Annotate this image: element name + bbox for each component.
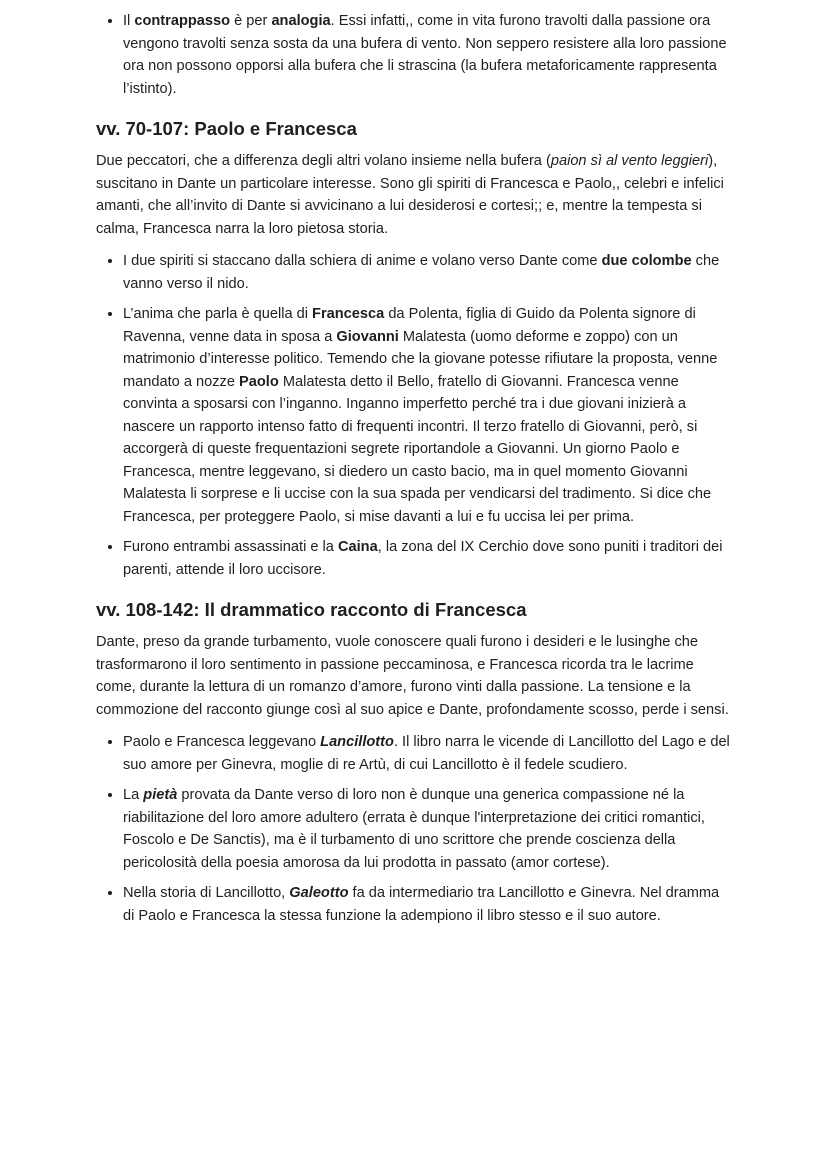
bold-term-giovanni: Giovanni xyxy=(336,328,399,345)
bullet-pieta xyxy=(123,784,732,874)
bold-italic-term-lancillotto: Lancillotto xyxy=(320,734,394,750)
bullet-list-contrappasso xyxy=(96,10,732,100)
text-segment: L’anima che parla è quella di xyxy=(123,306,313,322)
bullet-list-racconto-francesca xyxy=(96,731,732,927)
text-segment: Il xyxy=(123,13,135,29)
text-segment: che vanno verso il nido. xyxy=(123,253,720,292)
text-segment: Due peccatori, che a differenza degli altri volano insieme nella bufera ( xyxy=(96,153,551,169)
bold-term-due-colombe: due colombe xyxy=(601,253,692,269)
bullet-lancillotto xyxy=(123,731,732,776)
text-segment: fa da intermediario tra Lancillotto e Ginevra. Nel dramma di Paolo e Francesca la stessa funzione la adempiono il libro stesso e il suo autore. xyxy=(123,885,720,924)
section-heading-paolo-francesca: vv. 70-107: Paolo e Francesca xyxy=(96,118,357,139)
bullet-caina xyxy=(123,536,732,581)
text-segment: Paolo e Francesca leggevano xyxy=(123,734,321,750)
bullet-list-paolo-francesca xyxy=(96,250,732,581)
text-segment: Malatesta (uomo deforme e zoppo) con un matrimonio d’interesse politico. Temendo che la giovane potesse rifiutare la proposta, venne mandato a nozze xyxy=(123,328,718,390)
text-segment: Nella storia di Lancillotto, xyxy=(123,885,290,901)
text-segment: , la zona del IX Cerchio dove sono puniti i traditori dei parenti, attende il loro uccisore. xyxy=(123,539,723,578)
section-heading-racconto-francesca: vv. 108-142: Il drammatico racconto di Francesca xyxy=(96,599,527,620)
text-segment: La xyxy=(123,787,144,803)
bullet-contrappasso xyxy=(123,10,732,100)
bold-term-analogia: analogia xyxy=(271,13,331,29)
bullet-due-colombe xyxy=(123,250,732,295)
text-segment: . Essi infatti,, come in vita furono travolti dalla passione ora vengono travolti senza sosta da una bufera di vento. Non seppero resistere alla loro passione ora non possono opporsi alla bufera che li strascina (la bufera metaforicamente rappresenta l’istinto). xyxy=(123,13,727,97)
text-segment: . Il libro narra le vicende di Lancillotto del Lago e del suo amore per Ginevra, moglie di re Artù, di cui Lancillotto è il fedele scudiero. xyxy=(123,734,730,773)
bold-term-paolo: Paolo xyxy=(239,373,279,390)
text-segment: è per xyxy=(230,13,272,29)
text-segment: da Polenta, figlia di Guido da Polenta signore di Ravenna, venne data in sposa a xyxy=(123,306,696,345)
bold-term-caina: Caina xyxy=(337,539,378,555)
section-intro-racconto-francesca: Dante, preso da grande turbamento, vuole conoscere quali furono i desideri e le lusinghe che trasformarono il loro sentimento in passione peccaminosa, e Francesca ricorda tra le lacrime come, durante la lettura di un romanzo d’amore, furono vinti dalla passione. La tensione e la commozione del racconto giunge così al suo apice e Dante, profondamente scosso, perde i sensi. xyxy=(96,634,729,718)
text-segment: provata da Dante verso di loro non è dunque una generica compassione né la riabilitazione del loro amore adultero (errata è dunque l'interpretazione dei critici romantici, Foscolo e De Sanctis), ma è il turbamento di uno scrittore che prende coscienza della pericolosità della poesia amorosa da lui prodotta in passato (amor cortese). xyxy=(123,787,705,871)
bold-term-contrappasso: contrappasso xyxy=(134,13,231,29)
text-segment: ), suscitano in Dante un particolare interesse. Sono gli spiriti di Francesca e Paolo,, celebri e infelici amanti, che all’invito di Dante si avvicinano a lui desiderosi e cortesi;; e, mentre la tempesta si calma, Francesca narra la loro pietosa storia. xyxy=(96,153,724,237)
section-intro-paolo-francesca xyxy=(96,150,732,240)
bullet-galeotto xyxy=(123,882,732,927)
text-segment: I due spiriti si staccano dalla schiera di anime e volano verso Dante come xyxy=(123,253,602,269)
italic-quote: paion sì al vento leggieri xyxy=(550,153,709,169)
bold-italic-term-galeotto: Galeotto xyxy=(289,885,349,901)
text-segment: Malatesta detto il Bello, fratello di Giovanni. Francesca venne convinta a sposarsi con l’inganno. Inganno imperfetto perché tra i due giovani inizierà a nascere un rapporto intenso fatto di frequenti incontri. Il terzo fratello di Giovanni, però, si accorgerà di queste frequentazioni segrete riportandole a Giovanni. Un giorno Paolo e Francesca, mentre leggevano, si diedero un casto bacio, ma in quel momento Giovanni Malatesta li sorprese e li uccise con la sua spada per vendicarsi del tradimento. Si dice che Francesca, per proteggere Paolo, si mise davanti a lui e fu uccisa lei per prima. xyxy=(123,373,712,525)
bold-italic-term-pieta: pietà xyxy=(143,787,178,803)
text-segment: Furono entrambi assassinati e la xyxy=(123,539,338,555)
bold-term-francesca: Francesca xyxy=(312,306,385,322)
bullet-francesca-story xyxy=(123,303,732,528)
